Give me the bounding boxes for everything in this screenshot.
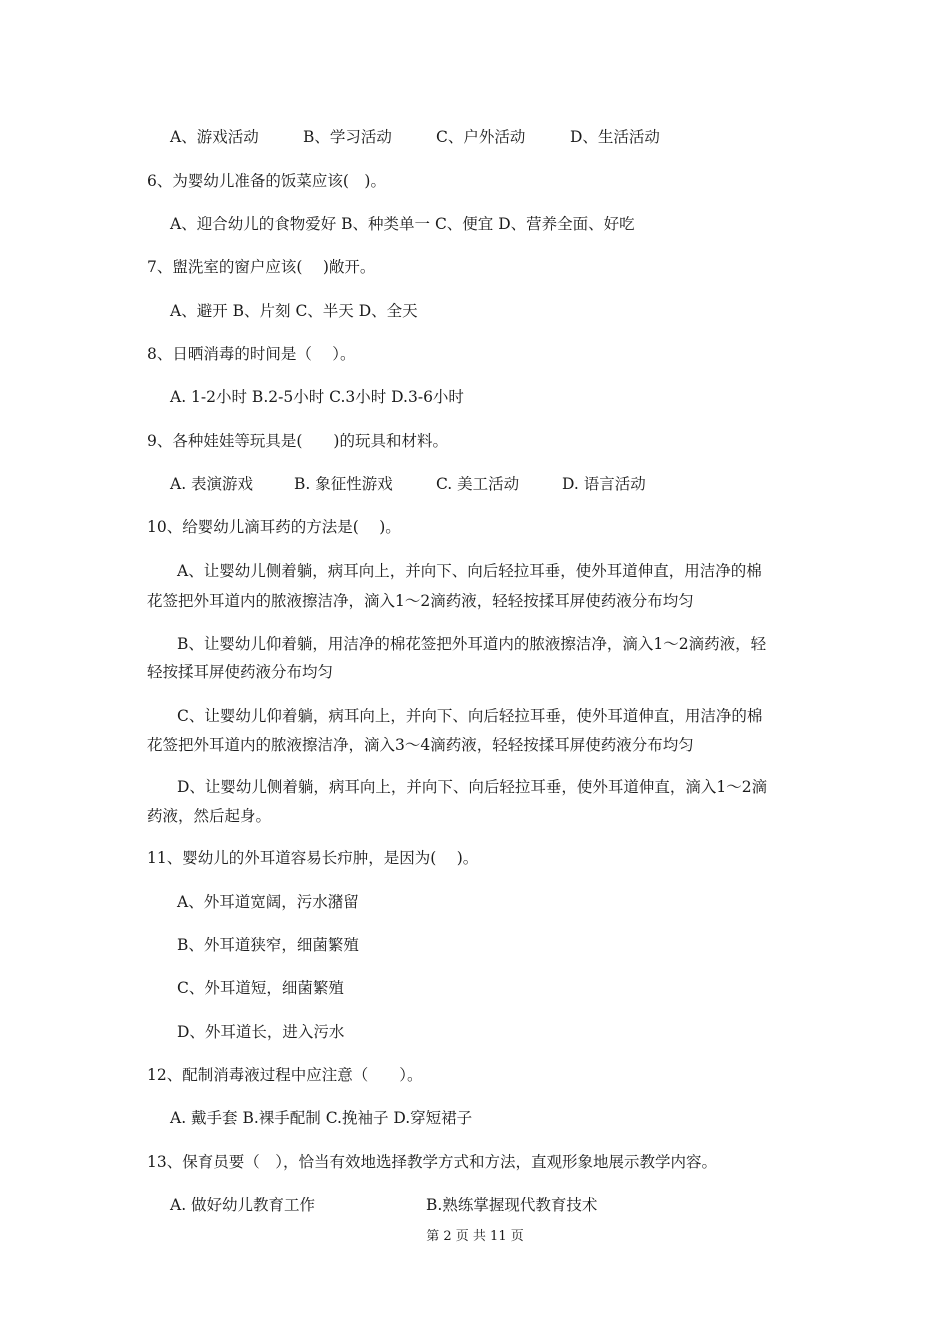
q11-option-b: B、外耳道狭窄，细菌繁殖 [177,936,359,954]
q8-stem: 8、日晒消毒的时间是（ ）。 [147,345,356,363]
q9-option-a: A. 表演游戏 [170,475,254,493]
q10-stem: 10、给婴幼儿滴耳药的方法是( )。 [147,518,401,536]
q6-stem: 6、为婴幼儿准备的饭菜应该( )。 [147,172,386,190]
q10-option-c-line1: C、让婴幼儿仰着躺，病耳向上，并向下、向后轻拉耳垂，使外耳道伸直，用洁净的棉 [177,707,763,725]
q12-stem: 12、配制消毒液过程中应注意（ ）。 [147,1066,423,1084]
q10-option-a-line2: 花签把外耳道内的脓液擦洁净，滴入1～2滴药液，轻轻按揉耳屏使药液分布均匀 [147,592,694,610]
q13-option-a: A. 做好幼儿教育工作 [170,1196,316,1214]
q11-stem: 11、婴幼儿的外耳道容易长疖肿，是因为( )。 [147,849,479,867]
q13-option-b: B.熟练掌握现代教育技术 [426,1196,598,1214]
q10-option-c-line2: 花签把外耳道内的脓液擦洁净，滴入3～4滴药液，轻轻按揉耳屏使药液分布均匀 [147,736,694,754]
q8-options: A. 1-2小时 B.2-5小时 C.3小时 D.3-6小时 [170,388,464,406]
q5-option-d: D、生活活动 [570,128,660,146]
q10-option-a-line1: A、让婴幼儿侧着躺，病耳向上，并向下、向后轻拉耳垂，使外耳道伸直，用洁净的棉 [177,562,762,580]
q6-options: A、迎合幼儿的食物爱好 B、种类单一 C、便宜 D、营养全面、好吃 [170,215,635,233]
q12-options: A. 戴手套 B.裸手配制 C.挽袖子 D.穿短裙子 [170,1109,473,1127]
q11-option-a: A、外耳道宽阔，污水潴留 [177,893,359,911]
q11-option-c: C、外耳道短，细菌繁殖 [177,979,344,997]
q10-option-d-line2: 药液，然后起身。 [147,807,272,825]
q13-stem: 13、保育员要（ ），恰当有效地选择教学方式和方法，直观形象地展示教学内容。 [147,1153,717,1171]
q5-option-b: B、学习活动 [303,128,392,146]
q10-option-b-line1: B、让婴幼儿仰着躺，用洁净的棉花签把外耳道内的脓液擦洁净，滴入1～2滴药液，轻 [177,635,767,653]
q5-option-c: C、户外活动 [436,128,526,146]
q9-option-d: D. 语言活动 [562,475,646,493]
q7-options: A、避开 B、片刻 C、半天 D、全天 [170,302,418,320]
q9-option-b: B. 象征性游戏 [294,475,393,493]
q9-option-c: C. 美工活动 [436,475,520,493]
q10-option-d-line1: D、让婴幼儿侧着躺，病耳向上，并向下、向后轻拉耳垂，使外耳道伸直，滴入1～2滴 [177,778,768,796]
q7-stem: 7、盥洗室的窗户应该( )敞开。 [147,258,376,276]
q10-option-b-line2: 轻按揉耳屏使药液分布均匀 [147,663,334,681]
q11-option-d: D、外耳道长，进入污水 [177,1023,345,1041]
q5-option-a: A、游戏活动 [170,128,259,146]
q9-stem: 9、各种娃娃等玩具是( )的玩具和材料。 [147,432,448,450]
page-footer: 第 2 页 共 11 页 [426,1229,524,1244]
